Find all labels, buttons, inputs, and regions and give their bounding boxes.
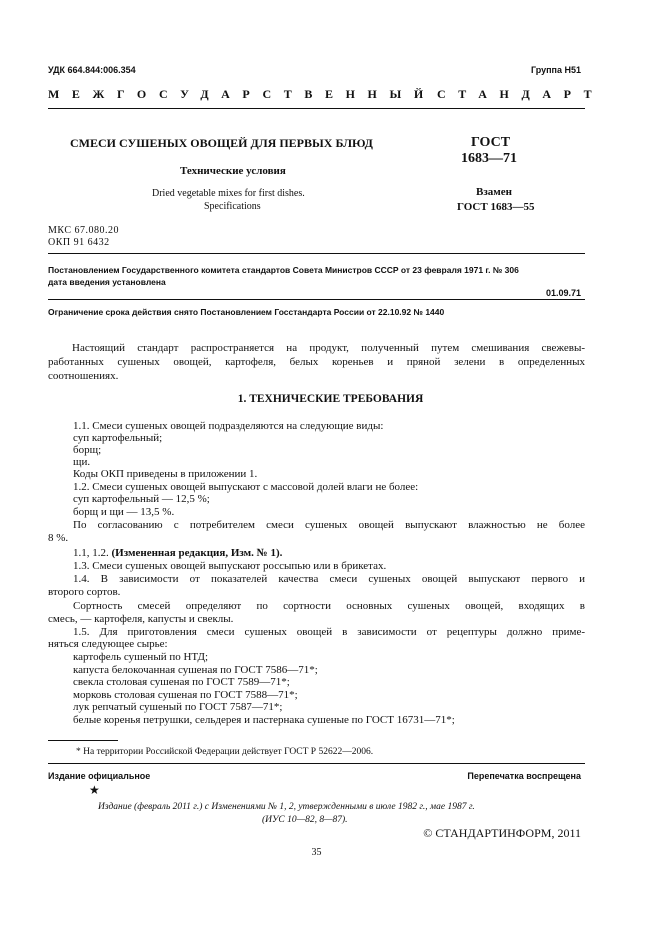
raw-item: капуста белокочанная сушеная по ГОСТ 7586—71*; (73, 664, 318, 676)
raw-item: белые коренья петрушки, сельдерея и пастернака сушеные по ГОСТ 16731—71*; (73, 714, 455, 726)
group-code: Группа Н51 (530, 65, 581, 75)
section-heading: 1. ТЕХНИЧЕСКИЕ ТРЕБОВАНИЯ (237, 393, 424, 405)
p14-line1: 1.4. В зависимости от показателей качества смеси сушеных овощей выпускают первого и (73, 573, 585, 585)
intro-line1: Настоящий стандарт распространяется на продукт, полученный путем смешивания свежевы- (72, 342, 585, 354)
decree-rule (48, 299, 585, 300)
sort-line2: смесь, — картофеля, капусты и свеклы. (48, 613, 234, 625)
intro-line3: соотношениях. (48, 370, 119, 382)
decree-line1: Постановлением Государственного комитета стандартов Совета Министров СССР от 23 февраля 1971 г. № 306 (48, 265, 519, 275)
header-rule (48, 108, 585, 109)
list-item: борщ; (73, 444, 102, 456)
raw-item: свекла столовая сушеная по ГОСТ 7589—71*; (73, 676, 290, 688)
p15-line1: 1.5. Для приготовления смеси сушеных овощей в зависимости от рецептуры должно приме- (73, 626, 585, 638)
list-item: суп картофельный — 12,5 %; (73, 493, 210, 505)
edit-note-bold: (Измененная редакция, Изм. № 1). (111, 547, 283, 559)
official-edition: Издание официальное (48, 771, 151, 781)
p11-line: 1.1. Смеси сушеных овощей подразделяются на следующие виды: (73, 420, 384, 432)
document-title: СМЕСИ СУШЕНЫХ ОВОЩЕЙ ДЛЯ ПЕРВЫХ БЛЮД (70, 136, 373, 150)
edit-note-prefix: 1.1, 1.2. (73, 547, 109, 559)
page-number: 35 (311, 847, 322, 858)
edit-note (73, 547, 282, 560)
list-item: щи. (73, 456, 91, 468)
list-item: борщ и щи — 13,5 %. (73, 506, 175, 518)
reprint-notice: Перепечатка воспрещена (467, 771, 581, 781)
restriction-note: Ограничение срока действия снято Постановлением Госстандарта России от 22.10.92 № 1440 (48, 307, 445, 317)
intro-line2: работанных сушеных овощей, картофеля, белых кореньев и пряной зелени в определенных (48, 356, 585, 368)
sort-line1: Сортность смесей определяют по сортности основных сушеных овощей, входящих в (73, 600, 585, 612)
edition-line2: (ИУС 10—82, 8—87). (262, 815, 348, 825)
udk-code: УДК 664.844:006.354 (48, 65, 136, 75)
gost-label: ГОСТ (471, 135, 511, 150)
decree-line2: дата введения установлена (48, 277, 166, 287)
raw-item: лук репчатый сушеный по ГОСТ 7587—71*; (73, 701, 283, 713)
star-icon: ★ (89, 783, 100, 797)
decree-date: 01.09.71 (545, 288, 581, 298)
footer-rule (48, 763, 585, 764)
gost-number: 1683—71 (461, 151, 517, 166)
edition-line1: Издание (февраль 2011 г.) с Изменениями № 1, 2, утвержденными в июле 1982 г., мае 1987 г. (98, 802, 475, 812)
raw-item: картофель сушеный по НТД; (73, 651, 209, 663)
agreement-line1: По согласованию с потребителем смеси сушеных овощей выпускают влажностью не более (73, 519, 585, 531)
p13-line: 1.3. Смеси сушеных овощей выпускают россыпью или в брикетах. (73, 560, 387, 572)
okp-code: ОКП 91 6432 (48, 237, 110, 248)
title-rule (48, 253, 585, 254)
footnote-rule (48, 740, 118, 741)
mezhgos-word2: СТАНДАРТ (437, 87, 605, 101)
okp-reference: Коды ОКП приведены в приложении 1. (73, 468, 258, 480)
copyright: © СТАНДАРТИНФОРМ, 2011 (423, 826, 581, 840)
p15-line2: няться следующее сырье: (48, 638, 168, 650)
english-title-line1: Dried vegetable mixes for first dishes. (152, 188, 305, 199)
p12-line: 1.2. Смеси сушеных овощей выпускают с массовой долей влаги не более: (73, 481, 419, 493)
replaces-value: ГОСТ 1683—55 (457, 201, 535, 213)
raw-item: морковь столовая сушеная по ГОСТ 7588—71*; (73, 689, 298, 701)
mks-code: МКС 67.080.20 (48, 225, 119, 236)
replaces-label: Взамен (476, 186, 512, 198)
agreement-line2: 8 %. (48, 532, 69, 544)
p14-line2: второго сортов. (48, 586, 121, 598)
list-item: суп картофельный; (73, 432, 163, 444)
footnote: * На территории Российской Федерации действует ГОСТ Р 52622—2006. (76, 747, 374, 757)
document-subtitle: Технические условия (180, 165, 286, 177)
english-title-line2: Specifications (204, 201, 261, 212)
mezhgos-word1: МЕЖГОСУДАРСТВЕННЫЙ (48, 87, 436, 101)
